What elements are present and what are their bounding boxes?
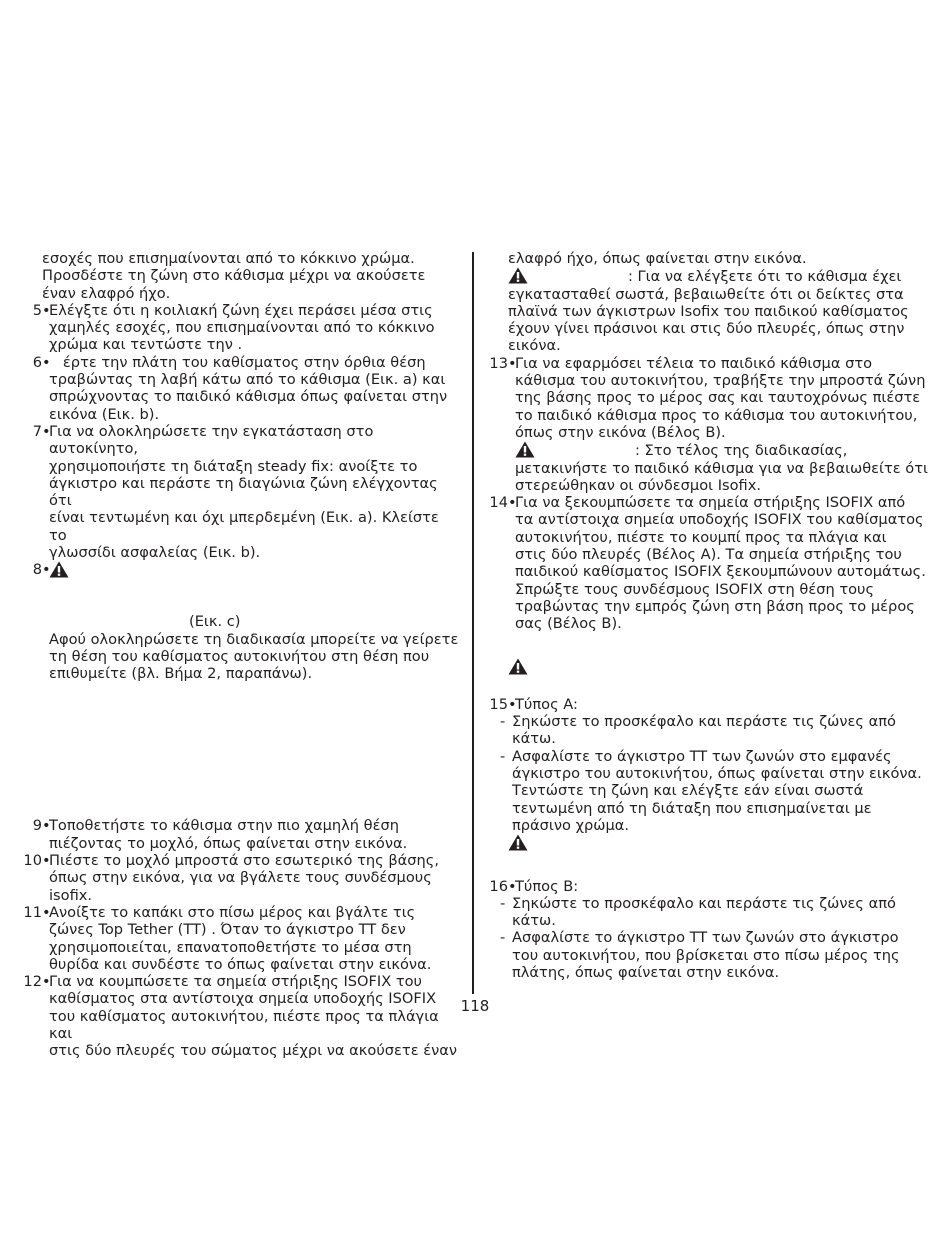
text-line: χρησιμοποιείται, επανατοποθετήστε το μέσα στη — [49, 938, 412, 956]
bullet: • — [508, 494, 517, 512]
text-line: άγκιστρο και περάστε τη διαγώνια ζώνη ελέγχοντας ότι — [49, 474, 438, 510]
warning-note-1 — [508, 267, 936, 354]
text-line: Ασφαλίστε το άγκιστρο TT των ζωνών στο εμφανές — [512, 747, 892, 765]
step-number: 10 — [23, 852, 42, 870]
text-line: χαμηλές εσοχές, που επισημαίνονται από το κόκκινο — [49, 319, 435, 337]
bullet: • — [508, 354, 517, 372]
bullet: • — [42, 817, 51, 835]
page-number: 118 — [460, 997, 490, 1015]
text-line: Τεντώστε τη ζώνη και ελέγξτε εάν είναι σωστά — [512, 782, 864, 800]
text-line: έρτε την πλάτη του καθίσματος στην όρθια θέση — [49, 353, 426, 371]
warning-triangle-icon — [508, 658, 528, 675]
text-line: πράσινο χρώμα. — [512, 816, 630, 834]
text-line: στις δύο πλευρές (Βέλος A). Τα σημεία στήριξης του — [515, 546, 902, 564]
step-10 — [20, 852, 460, 904]
warning-triangle-icon — [49, 561, 69, 578]
text-line: της βάσης προς το μέρος σας και ταυτοχρόνως πιέστε — [515, 389, 921, 407]
text-line: σας (Βέλος B). — [515, 615, 622, 633]
figure-area — [20, 682, 460, 817]
text-line: τα αντίστοιχα σημεία υποδοχής ISOFIX του καθίσματος — [515, 511, 924, 529]
step-number: 11 — [23, 903, 42, 921]
text-line: κάτω. — [512, 730, 556, 748]
text-line: κάτω. — [512, 912, 556, 930]
text-line: Για να ολοκληρώσετε την εγκατάσταση στο αυτοκίνητο, — [49, 422, 374, 458]
step-16 — [486, 878, 936, 895]
text-line: Σηκώστε το προσκέφαλο και περάστε τις ζώνες από — [512, 713, 896, 731]
text-line: του αυτοκινήτου, που βρίσκεται στο πίσω μέρος της — [512, 946, 900, 964]
text-line: Για να ξεκουμπώσετε τα σημεία στήριξης ISOFIX από — [515, 494, 906, 512]
text-line: εγκατασταθεί σωστά, βεβαιωθείτε ότι οι δείκτες στα — [508, 285, 904, 303]
step-11 — [20, 904, 460, 973]
warning-triangle-icon — [508, 267, 528, 284]
text-line: εσοχές που επισημαίνονται από το κόκκινο χρώμα. — [42, 250, 415, 267]
text-line: τη θέση του καθίσματος αυτοκινήτου στη θέση που — [49, 647, 430, 665]
step-number: 13 — [489, 354, 508, 372]
bullet: • — [508, 695, 517, 713]
text-line: όπως στην εικόνα (Βέλος B). — [515, 423, 726, 441]
step-number: 5 — [32, 301, 42, 319]
step-number: 16 — [489, 877, 508, 895]
text-line: άγκιστρο του αυτοκινήτου, όπως φαίνεται στην εικόνα. — [512, 765, 922, 783]
step-number: 8 — [32, 561, 42, 579]
type-title: Τύπος B: — [515, 877, 579, 895]
step-7 — [20, 423, 460, 561]
text-line: εικόνα (Εικ. b). — [49, 405, 160, 423]
text-line: χρώμα και τεντώστε την . — [49, 336, 243, 354]
warning-triangle-icon — [515, 441, 535, 458]
step-number: 7 — [32, 422, 42, 440]
text-line: γλωσσίδι ασφαλείας (Εικ. b). — [49, 544, 261, 562]
type-title: Τύπος A: — [515, 695, 578, 713]
text-line: στις δύο πλευρές του σώματος μέχρι να ακούσετε έναν — [49, 1042, 458, 1060]
text-line: στερεώθηκαν οι σύνδεσμοι Isofix. — [515, 476, 761, 494]
text-line: ζώνες Top Tether (TT) . Όταν το άγκιστρο TT δεν — [49, 921, 406, 939]
text-line: το παιδικό κάθισμα προς το κάθισμα του αυτοκινήτου, — [515, 406, 918, 424]
text-line: Για να κουμπώσετε τα σημεία στήριξης ISOFIX του — [49, 973, 422, 991]
text-line: : Για να ελέγξετε ότι το κάθισμα έχει — [628, 268, 902, 286]
figure-ref: (Εικ. c) — [189, 613, 241, 631]
bullet: • — [42, 903, 51, 921]
sub-item: - Ασφαλίστε το άγκιστρο TT των ζωνών στο εμφανές άγκιστρο του αυτοκινήτου, όπως φαίνεται στην εικόνα. Τεντώστε τη ζώνη και ελέγξτε εάν είναι σωστά τεντωμένη από τη διάταξη που επισημαίνεται με πράσινο χρώμα. — [500, 748, 936, 834]
text-line: όπως στην εικόνα, για να βγάλετε τους συνδέσμους — [49, 869, 432, 887]
text-line: Για να εφαρμόσει τέλεια το παιδικό κάθισμα στο — [515, 354, 873, 372]
text-line: τεντωμένη από τη διάταξη που επισημαίνεται με — [512, 799, 872, 817]
step-number: 14 — [489, 494, 508, 512]
text-line: επιθυμείτε (βλ. Βήμα 2, παραπάνω). — [49, 665, 313, 683]
text-line: Προσδέστε τη ζώνη στο κάθισμα μέχρι να ακούσετε — [42, 267, 426, 285]
text-line: χρησιμοποιήστε τη διάταξη steady fix: ανοίξτε το — [49, 457, 418, 475]
text-line: καθίσματος στα αντίστοιχα σημεία υποδοχής ISOFIX — [49, 990, 437, 1008]
text-line: τραβώντας την εμπρός ζώνη στη βάση προς το μέρος — [515, 597, 915, 615]
text-line: Πιέστε το μοχλό μπροστά στο εσωτερικό της βάσης, — [49, 852, 440, 870]
text-line: Σπρώξτε τους συνδέσμους ISOFIX στη θέση τους — [515, 580, 875, 598]
text-line: Αφού ολοκληρώσετε τη διαδικασία μπορείτε να γείρετε — [49, 630, 459, 648]
sub-item: - Ασφαλίστε το άγκιστρο TT των ζωνών στο άγκιστρο του αυτοκινήτου, που βρίσκεται στο πίσω μέρος της πλάτης, όπως φαίνεται στην εικόνα. — [500, 929, 936, 981]
text-line: Σηκώστε το προσκέφαλο και περάστε τις ζώνες από — [512, 894, 896, 912]
bullet: • — [42, 422, 51, 440]
text-line: σπρώχνοντας το παιδικό κάθισμα όπως φαίνεται στην — [49, 388, 448, 406]
text-line: τραβώντας τη λαβή κάτω από το κάθισμα (Εικ. a) και — [49, 371, 446, 389]
text-line: πιέζοντας το μοχλό, όπως φαίνεται στην εικόνα. — [49, 834, 408, 852]
right-intro: ελαφρό ήχο, όπως φαίνεται στην εικόνα. — [508, 250, 807, 267]
step-5 — [20, 302, 460, 354]
left-intro — [42, 250, 460, 302]
bullet: • — [42, 852, 51, 870]
text-line: Ασφαλίστε το άγκιστρο TT των ζωνών στο άγκιστρο — [512, 929, 899, 947]
text-line: παιδικού καθίσματος ISOFIX ξεκουμπώνουν αυτομάτως. — [515, 563, 926, 581]
text-line: του καθίσματος αυτοκινήτου, πιέστε προς τα πλάγια και — [49, 1007, 439, 1042]
text-line: πλάτης, όπως φαίνεται στην εικόνα. — [512, 963, 780, 981]
text-line: μετακινήστε το παιδικό κάθισμα για να βεβαιωθείτε ότι — [515, 459, 928, 477]
step-number: 12 — [23, 973, 42, 991]
text-line: Τοποθετήστε το κάθισμα στην πιο χαμηλή θέση — [49, 817, 400, 835]
text-line: : Στο τέλος της διαδικασίας, — [635, 442, 848, 460]
text-line: είναι τεντωμένη και όχι μπερδεμένη (Εικ. a). Κλείστε το — [49, 509, 439, 544]
bullet: • — [42, 973, 51, 991]
step-12 — [20, 973, 460, 1059]
text-line: θυρίδα και συνδέστε το όπως φαίνεται στην εικόνα. — [49, 955, 432, 973]
warning-note-3 — [508, 834, 936, 851]
sub-item: - Σηκώστε το προσκέφαλο και περάστε τις ζώνες από κάτω. — [500, 895, 936, 930]
step-number: 15 — [489, 695, 508, 713]
warning-note-2 — [508, 658, 936, 675]
text-line: έναν ελαφρό ήχο. — [42, 284, 171, 302]
sub-item: - Σηκώστε το προσκέφαλο και περάστε τις ζώνες από κάτω. — [500, 713, 936, 748]
text-line: Ανοίξτε το καπάκι στο πίσω μέρος και βγάλτε τις — [49, 903, 416, 921]
text-line: αυτοκινήτου, πιέστε το κουμπί προς τα πλάγια και — [515, 528, 887, 546]
left-column — [20, 250, 460, 1060]
step-6 — [20, 354, 460, 423]
text-line: εικόνα. — [508, 337, 561, 355]
column-divider — [472, 252, 474, 994]
step-13 — [486, 355, 936, 494]
text-line: πλαϊνά των άγκιστρων Isofix του παιδικού καθίσματος — [508, 302, 909, 320]
step-14 — [486, 494, 936, 632]
bullet: • — [42, 301, 51, 319]
text-line: έχουν γίνει πράσινοι και στις δύο πλευρές, όπως στην — [508, 320, 905, 338]
step-15 — [486, 696, 936, 713]
step-8 — [20, 561, 460, 682]
step-number: 9 — [32, 817, 42, 835]
bullet: • — [42, 353, 51, 371]
right-column — [486, 250, 936, 981]
bullet: • — [508, 877, 517, 895]
text-line: isofix. — [49, 886, 93, 904]
text-line: Ελέγξτε ότι η κοιλιακή ζώνη έχει περάσει μέσα στις — [49, 301, 433, 319]
bullet: • — [42, 561, 51, 579]
step-number: 6 — [32, 353, 42, 371]
text-line: κάθισμα του αυτοκινήτου, τραβήξτε την μπροστά ζώνη — [515, 372, 926, 390]
warning-triangle-icon — [508, 834, 528, 851]
step-9 — [20, 817, 460, 852]
